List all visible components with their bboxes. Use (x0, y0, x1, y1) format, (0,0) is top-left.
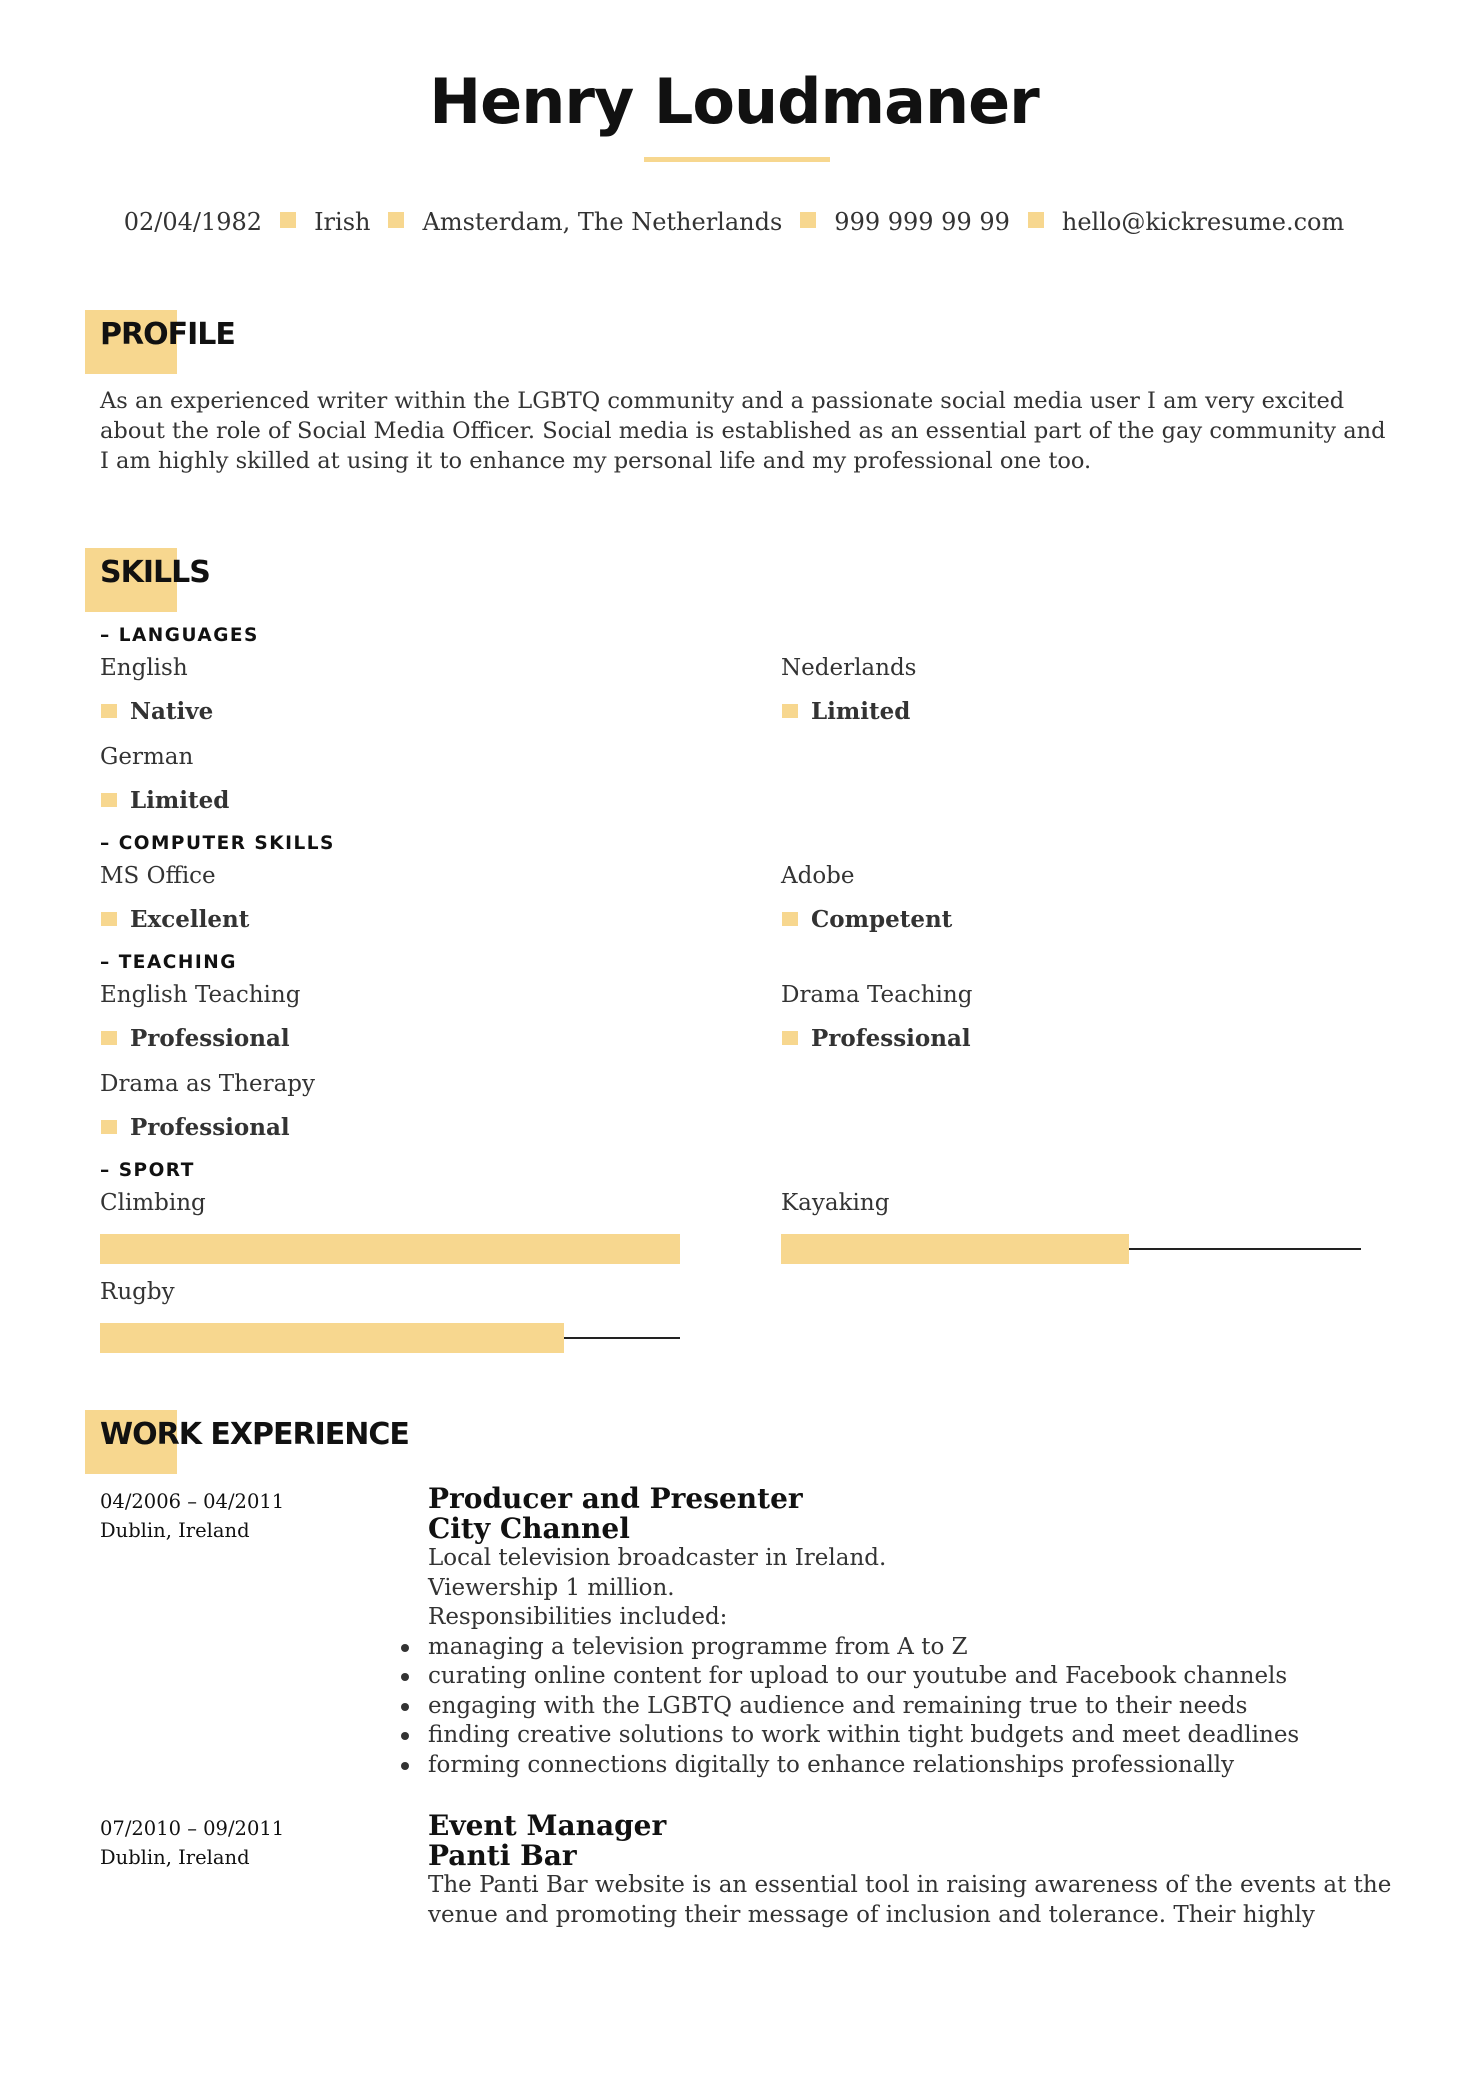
job-role: Event Manager (428, 1809, 667, 1842)
job-description-line: The Panti Bar website is an essential tool in raising awareness of the events at the (428, 1872, 1392, 1898)
resume-name: Henry Loudmaner (429, 65, 1039, 138)
skill-name: English Teaching (100, 982, 301, 1008)
skill-level: Professional (100, 1113, 290, 1143)
level-square-icon (101, 793, 117, 807)
skill-level: Excellent (100, 905, 249, 935)
separator-square-icon (388, 212, 404, 228)
responsibility-list (428, 1633, 1299, 1781)
profile-line: As an experienced writer within the LGBTQ community and a passionate social media user I am very excited (100, 388, 1345, 414)
nationality: Irish (314, 208, 371, 236)
list-item: managing a television programme from A to Z (428, 1633, 1299, 1663)
profile-line: about the role of Social Media Officer. Social media is established as an essential part of the gay community and (100, 418, 1386, 444)
sport-subheading: – SPORT (100, 1160, 195, 1181)
level-square-icon (101, 1120, 117, 1134)
job-dates: 07/2010 – 09/2011 (100, 1817, 285, 1840)
profile-text (100, 386, 1390, 476)
skill-name: Climbing (100, 1190, 206, 1216)
computer-skills-subheading: – COMPUTER SKILLS (100, 833, 335, 854)
separator-square-icon (800, 212, 816, 228)
job-entry (428, 1484, 1299, 1780)
job-description-line: Viewership 1 million. (428, 1574, 675, 1601)
skill-name: German (100, 744, 194, 770)
level-square-icon (782, 704, 798, 718)
job-location: Dublin, Ireland (100, 1519, 250, 1542)
skill-level: Native (100, 697, 213, 727)
skill-name: Nederlands (781, 655, 917, 681)
phone: 999 999 99 99 (834, 208, 1010, 236)
name-underline (644, 157, 830, 162)
level-square-icon (101, 912, 117, 926)
skill-level: Limited (781, 697, 910, 727)
skill-bar-fill (100, 1234, 680, 1264)
separator-square-icon (280, 212, 296, 228)
skill-name: Kayaking (781, 1190, 890, 1216)
job-description-line: Responsibilities included: (428, 1604, 728, 1630)
job-dates: 04/2006 – 04/2011 (100, 1490, 285, 1513)
list-item: forming connections digitally to enhance relationships professionally (428, 1751, 1299, 1781)
skill-name: Drama Teaching (781, 982, 973, 1008)
job-role: Producer and Presenter (428, 1482, 803, 1515)
level-square-icon (782, 912, 798, 926)
job-entry (428, 1811, 1391, 1930)
skill-name: MS Office (100, 863, 216, 889)
skill-bar (100, 1323, 680, 1353)
job-location: Dublin, Ireland (100, 1846, 250, 1869)
list-item: finding creative solutions to work within tight budgets and meet deadlines (428, 1721, 1299, 1751)
skill-name: English (100, 655, 188, 681)
job-description-line: Local television broadcaster in Ireland. (428, 1545, 887, 1571)
teaching-subheading: – TEACHING (100, 952, 237, 973)
level-square-icon (101, 704, 117, 718)
skill-bar-fill (100, 1323, 564, 1353)
skill-level: Competent (781, 905, 952, 935)
skill-bar-fill (781, 1234, 1129, 1264)
email: hello@kickresume.com (1061, 208, 1345, 236)
contact-line (0, 205, 1468, 239)
list-item: engaging with the LGBTQ audience and remaining true to their needs (428, 1692, 1299, 1722)
skill-bar (781, 1234, 1361, 1264)
skills-heading: SKILLS (100, 555, 210, 590)
skill-name: Adobe (781, 863, 855, 889)
birth-date: 02/04/1982 (123, 208, 263, 236)
skill-level: Limited (100, 786, 229, 816)
profile-line: I am highly skilled at using it to enhance my personal life and my professional one too. (100, 448, 1092, 474)
list-item: curating online content for upload to our youtube and Facebook channels (428, 1662, 1299, 1692)
separator-square-icon (1028, 212, 1044, 228)
work-experience-heading: WORK EXPERIENCE (100, 1417, 409, 1452)
languages-subheading: – LANGUAGES (100, 625, 259, 646)
job-company: City Channel (428, 1512, 630, 1545)
profile-heading: PROFILE (100, 317, 235, 352)
level-square-icon (782, 1031, 798, 1045)
job-company: Panti Bar (428, 1839, 577, 1872)
skill-name: Drama as Therapy (100, 1071, 315, 1097)
skill-name: Rugby (100, 1279, 175, 1305)
address: Amsterdam, The Netherlands (422, 208, 783, 236)
skill-bar (100, 1234, 680, 1264)
skill-level: Professional (100, 1024, 290, 1054)
skill-level: Professional (781, 1024, 971, 1054)
job-description-line: venue and promoting their message of inclusion and tolerance. Their highly (428, 1901, 1315, 1928)
level-square-icon (101, 1031, 117, 1045)
